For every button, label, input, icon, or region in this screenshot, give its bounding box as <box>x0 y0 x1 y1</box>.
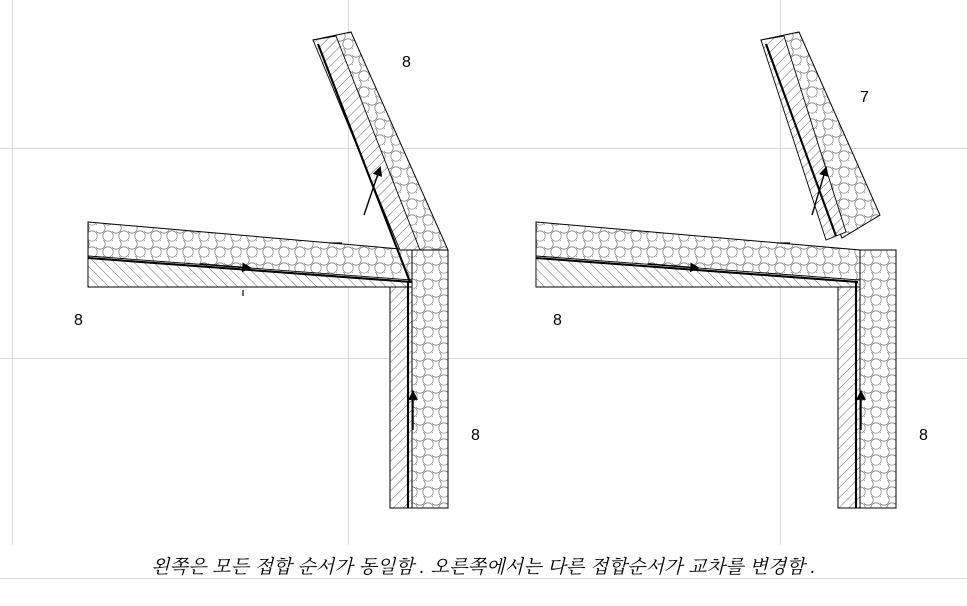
left-vertical-label: 8 <box>471 427 480 444</box>
left-diagonal-wall <box>313 32 448 250</box>
right-horizontal-wall <box>536 222 860 287</box>
right-diagonal-wall <box>761 32 880 240</box>
diagram-caption: 왼쪽은 모든 접합 순서가 동일함 . 오른쪽에서는 다른 접합순서가 교차를 변경함 . <box>151 557 816 578</box>
left-assembly <box>88 32 448 508</box>
left-horizontal-label: 8 <box>74 312 83 329</box>
right-diagonal-label: 7 <box>860 89 869 106</box>
right-assembly <box>536 32 896 508</box>
left-horizontal-wall <box>88 222 412 287</box>
right-vertical-wall <box>838 250 896 508</box>
left-diagonal-label: 8 <box>402 54 411 71</box>
left-vertical-wall <box>390 250 448 508</box>
right-horizontal-label: 8 <box>553 312 562 329</box>
right-vertical-label: 8 <box>919 427 928 444</box>
